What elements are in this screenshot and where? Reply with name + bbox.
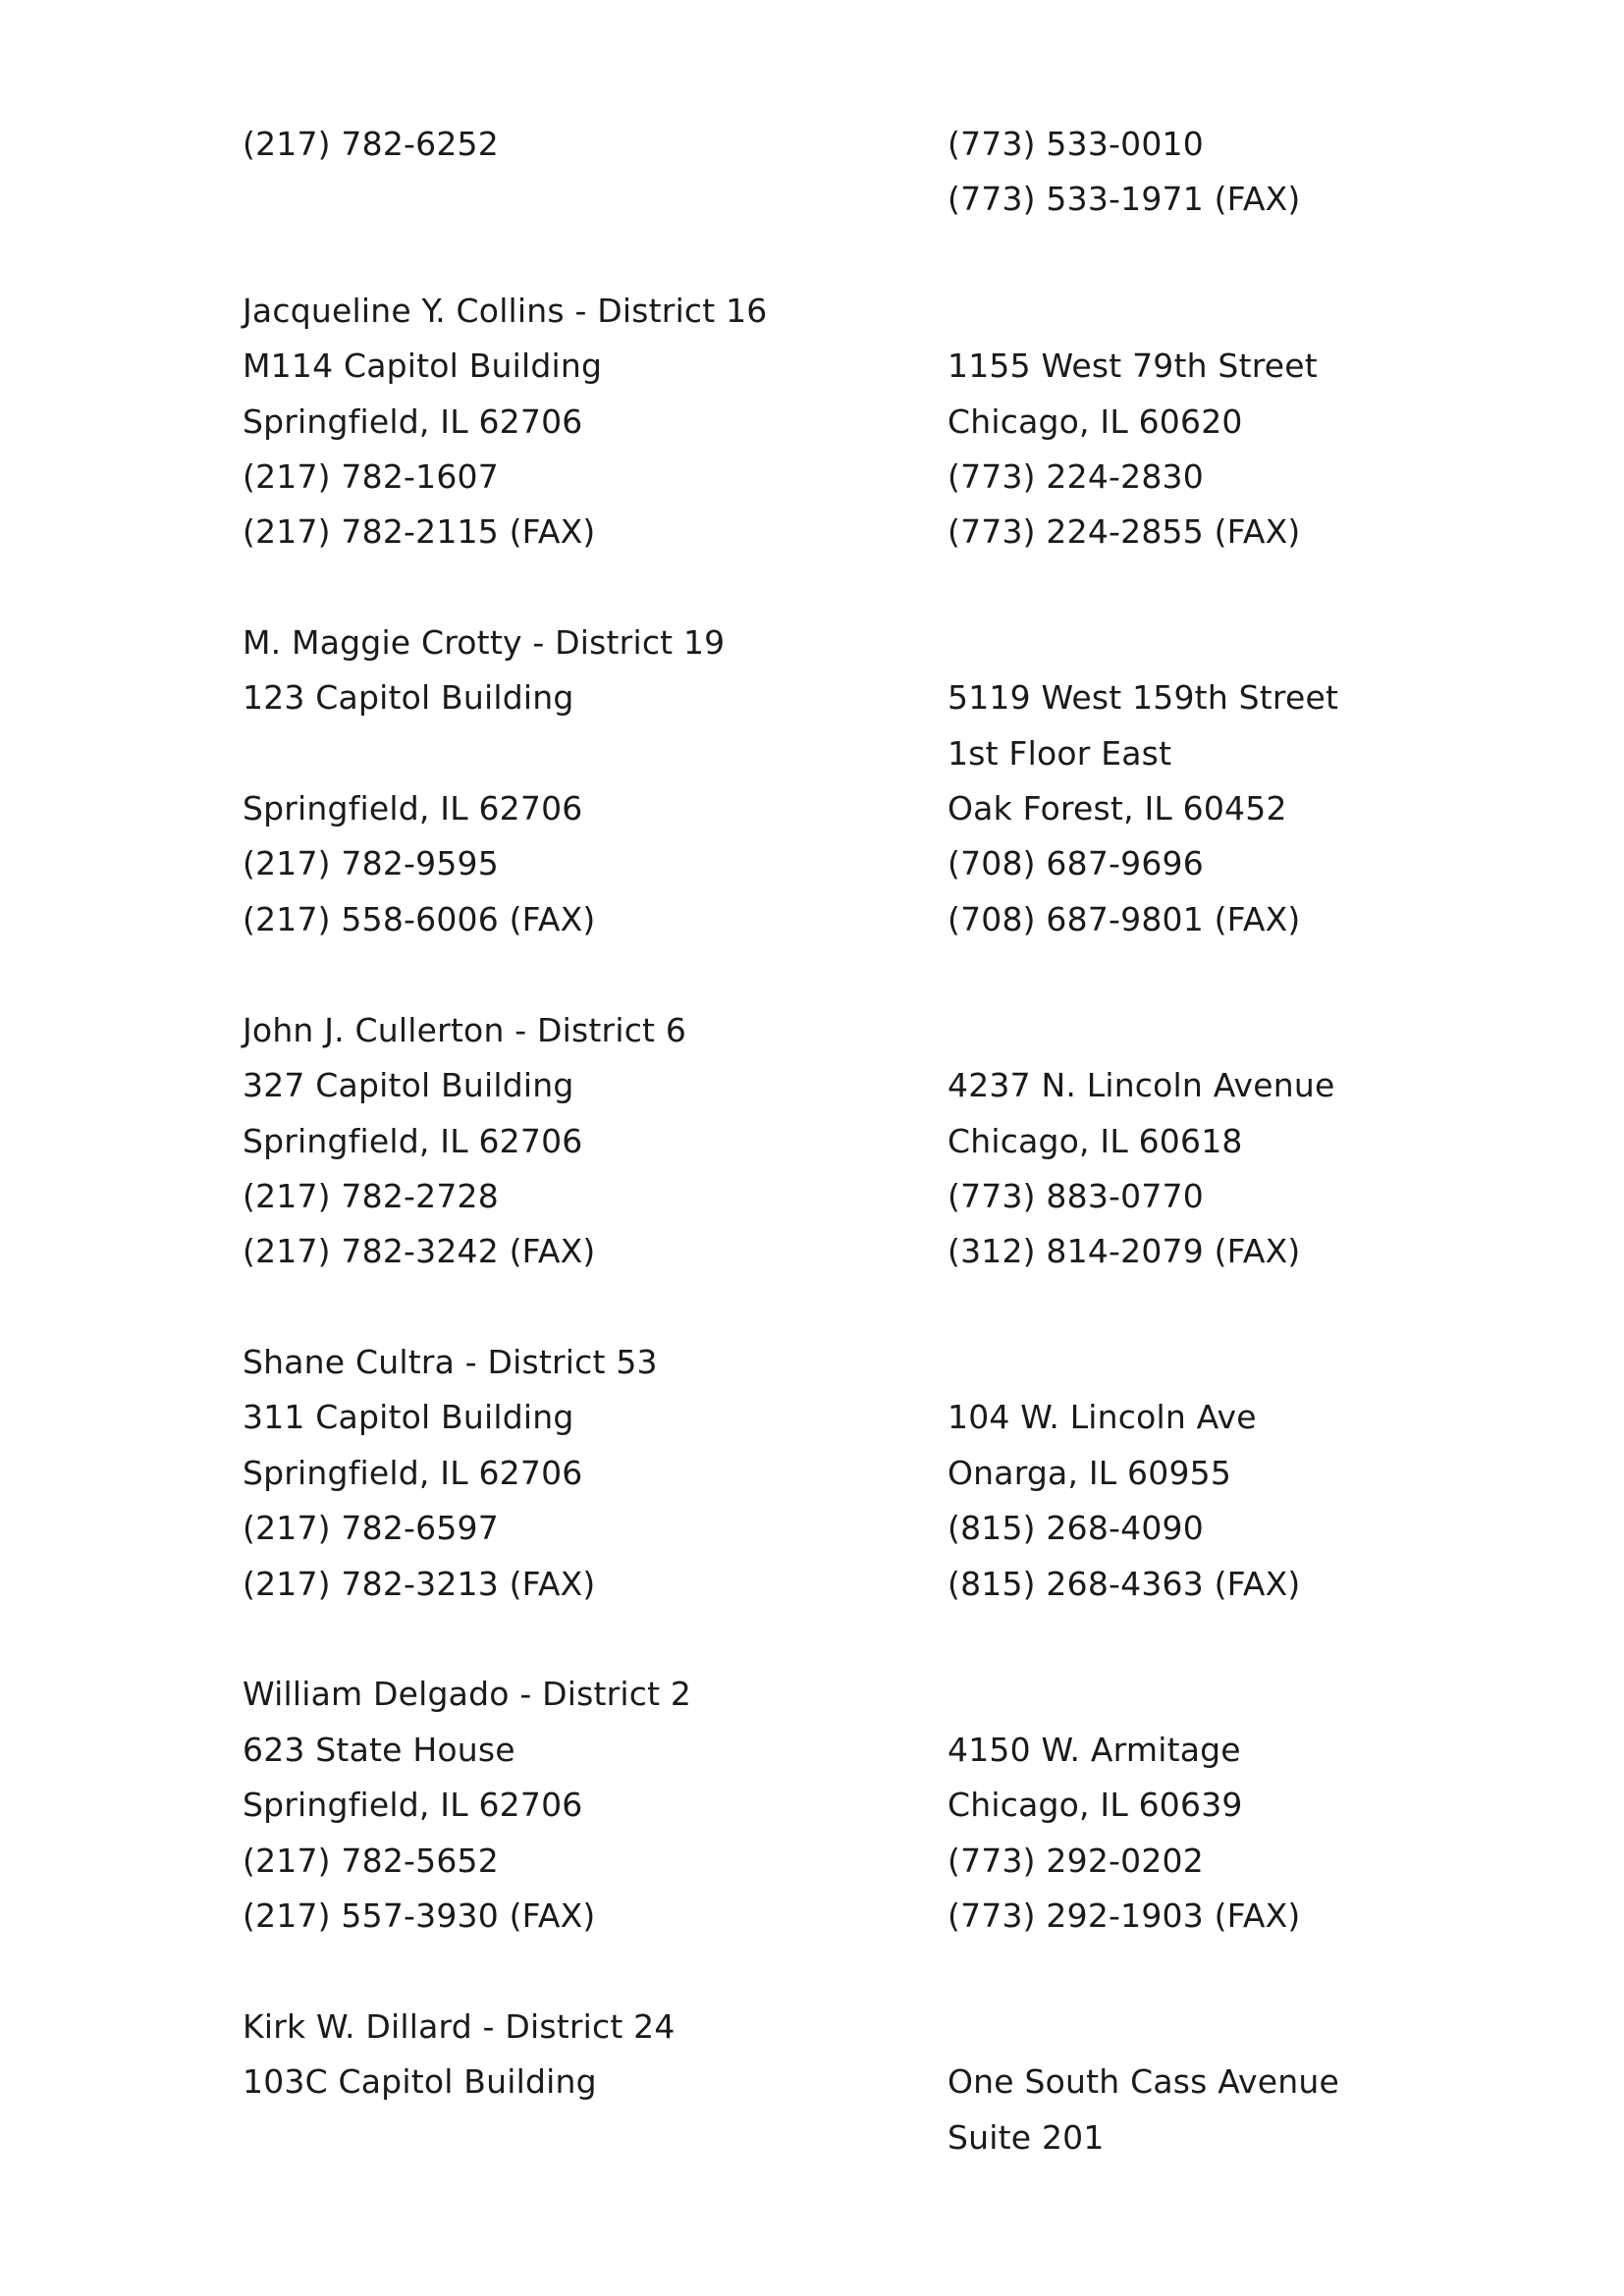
capitol-fax: (217) 782-2115 (FAX) (243, 512, 596, 551)
capitol-address-line: 623 State House (243, 1731, 515, 1769)
capitol-fax: (217) 782-3242 (FAX) (243, 1232, 596, 1270)
legislator-heading: William Delgado - District 2 (243, 1675, 692, 1713)
capitol-fax: (217) 782-3213 (FAX) (243, 1565, 596, 1603)
legislator-heading: John J. Cullerton - District 6 (243, 1011, 687, 1049)
district-fax: (773) 533-1971 (FAX) (947, 180, 1301, 218)
capitol-city-line: Springfield, IL 62706 (243, 789, 583, 828)
district-city-line: Onarga, IL 60955 (947, 1454, 1232, 1492)
district-city-line: Chicago, IL 60618 (947, 1122, 1243, 1160)
capitol-phone: (217) 782-6597 (243, 1509, 499, 1547)
capitol-phone: (217) 782-1607 (243, 457, 499, 496)
district-address-line-2: 1st Floor East (947, 734, 1172, 773)
district-phone: (773) 533-0010 (947, 125, 1204, 163)
district-address-line: 5119 West 159th Street (947, 678, 1339, 717)
capitol-fax: (217) 557-3930 (FAX) (243, 1896, 596, 1935)
legislator-heading: M. Maggie Crotty - District 19 (243, 623, 726, 662)
district-phone: (773) 883-0770 (947, 1177, 1204, 1215)
district-address-line: 4237 N. Lincoln Avenue (947, 1066, 1335, 1104)
legislator-heading: Jacqueline Y. Collins - District 16 (243, 292, 768, 330)
district-address-line: One South Cass Avenue (947, 2062, 1340, 2101)
capitol-address-line: 311 Capitol Building (243, 1398, 574, 1436)
district-fax: (815) 268-4363 (FAX) (947, 1565, 1301, 1603)
district-address-line-2: Suite 201 (947, 2118, 1105, 2157)
capitol-address-line: 327 Capitol Building (243, 1066, 574, 1104)
district-city-line: Chicago, IL 60639 (947, 1786, 1243, 1824)
capitol-city-line: Springfield, IL 62706 (243, 1122, 583, 1160)
capitol-address-line: M114 Capitol Building (243, 347, 603, 385)
district-fax: (773) 224-2855 (FAX) (947, 512, 1301, 551)
district-phone: (773) 224-2830 (947, 457, 1204, 496)
district-city-line: Oak Forest, IL 60452 (947, 789, 1287, 828)
capitol-address-line: 103C Capitol Building (243, 2062, 597, 2101)
capitol-phone: (217) 782-5652 (243, 1842, 499, 1880)
district-phone: (815) 268-4090 (947, 1509, 1204, 1547)
district-phone: (773) 292-0202 (947, 1842, 1204, 1880)
district-fax: (708) 687-9801 (FAX) (947, 900, 1301, 938)
capitol-fax: (217) 558-6006 (FAX) (243, 900, 596, 938)
capitol-city-line: Springfield, IL 62706 (243, 1454, 583, 1492)
capitol-phone: (217) 782-2728 (243, 1177, 499, 1215)
district-address-line: 4150 W. Armitage (947, 1731, 1241, 1769)
capitol-phone: (217) 782-6252 (243, 125, 499, 163)
district-fax: (312) 814-2079 (FAX) (947, 1232, 1301, 1270)
district-address-line: 104 W. Lincoln Ave (947, 1398, 1257, 1436)
capitol-city-line: Springfield, IL 62706 (243, 1786, 583, 1824)
legislator-heading: Shane Cultra - District 53 (243, 1343, 658, 1381)
district-fax: (773) 292-1903 (FAX) (947, 1896, 1301, 1935)
district-phone: (708) 687-9696 (947, 844, 1204, 882)
capitol-city-line: Springfield, IL 62706 (243, 402, 583, 441)
district-city-line: Chicago, IL 60620 (947, 402, 1243, 441)
capitol-address-line: 123 Capitol Building (243, 678, 574, 717)
capitol-phone: (217) 782-9595 (243, 844, 499, 882)
district-address-line: 1155 West 79th Street (947, 347, 1318, 385)
legislator-heading: Kirk W. Dillard - District 24 (243, 2007, 676, 2046)
